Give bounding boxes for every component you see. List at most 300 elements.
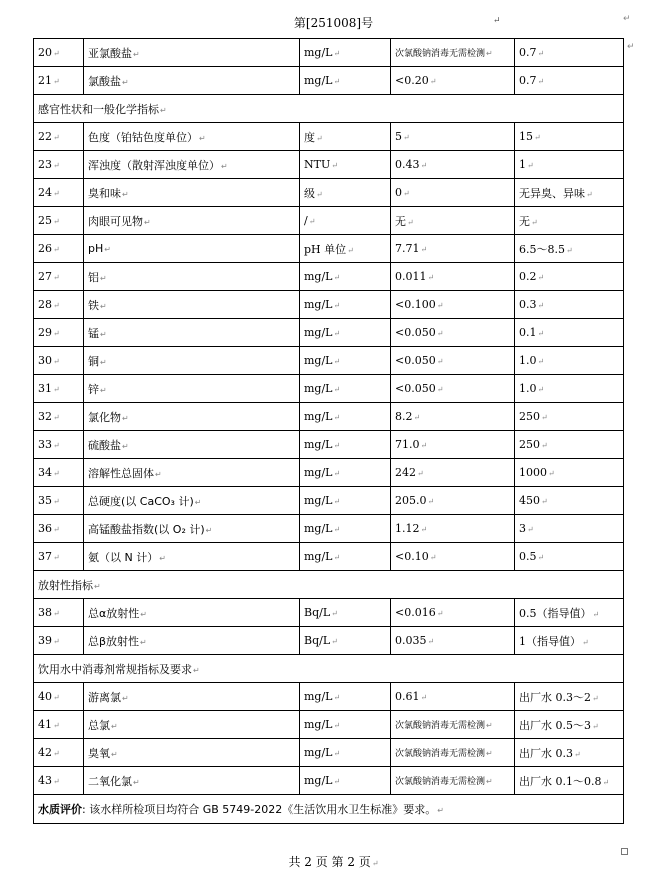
item-name [84, 627, 300, 655]
item-name-text: 溶解性总固体 [88, 466, 154, 480]
item-name [84, 235, 300, 263]
limit-cell [515, 459, 624, 487]
table-row [34, 543, 624, 571]
paragraph-mark-icon: ↵ [111, 721, 118, 731]
paragraph-mark-icon: ↵ [100, 273, 107, 283]
paragraph-mark-icon: ↵ [427, 637, 435, 646]
limit-cell-text: 出厂水 0.3～2 [519, 690, 591, 704]
item-name [84, 711, 300, 739]
item-name [84, 319, 300, 347]
item-name-text: 总α放射性 [88, 606, 140, 620]
paragraph-mark-icon: ↵ [333, 357, 341, 366]
paragraph-mark-icon: ↵ [537, 329, 545, 338]
limit-cell-text: 0.1 [519, 326, 537, 339]
paragraph-mark-icon: ↵ [53, 385, 60, 394]
unit-cell [300, 123, 391, 151]
item-name-text: 游离氯 [88, 690, 121, 704]
item-name [84, 207, 300, 235]
unit-cell [300, 207, 391, 235]
paragraph-mark-icon: ↵ [140, 637, 147, 647]
paragraph-mark-icon: ↵ [221, 161, 228, 171]
item-name-text: 臭氧 [88, 746, 110, 760]
item-name [84, 39, 300, 67]
rows-group-b [34, 123, 624, 571]
row-number [34, 291, 84, 319]
unit-cell [300, 67, 391, 95]
item-name-text: 锌 [88, 382, 99, 396]
item-name-text: 亚氯酸盐 [88, 46, 132, 60]
paragraph-mark-icon: ↵ [592, 721, 599, 731]
table-row [34, 599, 624, 627]
result-cell [391, 515, 515, 543]
limit-cell-text: 0.3 [519, 298, 537, 311]
limit-cell [515, 487, 624, 515]
paragraph-mark-icon: ↵ [541, 497, 548, 506]
result-cell-text: <0.10 [395, 550, 429, 563]
paragraph-mark-icon: ↵ [333, 525, 341, 534]
result-cell-text: 1.12 [395, 522, 420, 535]
paragraph-mark-icon: ↵ [53, 441, 60, 450]
table-row [34, 403, 624, 431]
paragraph-mark-icon: ↵ [133, 49, 140, 59]
paragraph-mark-icon: ↵ [155, 469, 162, 479]
result-cell [391, 767, 515, 795]
paragraph-mark-icon: ↵ [53, 217, 60, 226]
paragraph-mark-icon: ↵ [333, 497, 341, 506]
row-number-text: 24 [38, 186, 52, 199]
row-number-text: 26 [38, 242, 52, 255]
paragraph-mark-icon: ↵ [53, 161, 60, 170]
limit-cell [515, 67, 624, 95]
limit-cell-text: 出厂水 0.5～3 [519, 718, 591, 732]
paragraph-mark-icon: ↵ [53, 329, 60, 338]
paragraph-mark-icon: ↵ [436, 329, 444, 338]
table-row [34, 515, 624, 543]
paragraph-mark-icon: ↵ [53, 777, 60, 786]
result-cell [391, 207, 515, 235]
unit-cell-text: mg/L [304, 46, 333, 59]
paragraph-mark-icon: ↵ [427, 273, 435, 282]
table-row [34, 347, 624, 375]
table-row [34, 739, 624, 767]
unit-cell-text: Bq/L [304, 606, 331, 619]
paragraph-mark-icon: ↵ [420, 245, 428, 254]
paragraph-mark-icon: ↵ [537, 49, 545, 58]
paragraph-mark-icon: ↵ [566, 245, 573, 255]
row-number-text: 31 [38, 382, 52, 395]
unit-cell [300, 375, 391, 403]
result-cell-text: <0.050 [395, 382, 436, 395]
paragraph-mark-icon: ↵ [582, 637, 589, 647]
item-name-text: 臭和味 [88, 186, 121, 200]
paragraph-mark-icon: ↵ [100, 301, 107, 311]
limit-cell [515, 179, 624, 207]
paragraph-mark-icon: ↵ [122, 189, 129, 199]
paragraph-mark-icon: ↵ [413, 413, 421, 422]
unit-cell [300, 319, 391, 347]
limit-cell-text: 0.7 [519, 74, 537, 87]
unit-cell [300, 515, 391, 543]
paragraph-mark-icon: ↵ [623, 14, 631, 24]
unit-cell-text: pH 单位 [304, 242, 347, 256]
unit-cell-text: mg/L [304, 382, 333, 395]
paragraph-mark-icon: ↵ [333, 777, 341, 786]
result-cell [391, 403, 515, 431]
limit-cell-text: 出厂水 0.1～0.8 [519, 774, 602, 788]
table-row [34, 291, 624, 319]
unit-cell-text: mg/L [304, 410, 333, 423]
item-name-text: 氯酸盐 [88, 74, 121, 88]
paragraph-mark-icon: ↵ [592, 609, 600, 619]
limit-cell [515, 767, 624, 795]
unit-cell [300, 347, 391, 375]
result-cell-text: <0.050 [395, 354, 436, 367]
limit-cell [515, 235, 624, 263]
item-name [84, 123, 300, 151]
result-cell-text: 8.2 [395, 410, 413, 423]
limit-cell-text: 250 [519, 410, 540, 423]
row-number [34, 403, 84, 431]
limit-cell-text: 1.0 [519, 382, 537, 395]
paragraph-mark-icon: ↵ [486, 721, 493, 730]
row-number [34, 459, 84, 487]
section-row-sensory: 感官性状和一般化学指标↵ [34, 95, 624, 123]
result-cell [391, 431, 515, 459]
result-cell-text: 次氯酸钠消毒无需检测 [395, 749, 486, 759]
item-name-text: 色度（铂钴色度单位） [88, 130, 198, 144]
paragraph-mark-icon: ↵ [331, 161, 338, 170]
section-row-radioactivity: 放射性指标↵ [34, 571, 624, 599]
paragraph-mark-icon: ↵ [486, 49, 493, 58]
result-cell-text: 0.011 [395, 270, 427, 283]
limit-cell-text: 6.5～8.5 [519, 242, 565, 256]
paragraph-mark-icon: ↵ [333, 469, 341, 478]
result-cell [391, 151, 515, 179]
unit-cell-text: mg/L [304, 774, 333, 787]
limit-cell-text: 0.7 [519, 46, 537, 59]
table-row [34, 431, 624, 459]
row-number-text: 43 [38, 774, 52, 787]
unit-cell [300, 487, 391, 515]
limit-cell [515, 319, 624, 347]
paragraph-mark-icon: ↵ [417, 469, 424, 478]
paragraph-mark-icon: ↵ [53, 609, 60, 618]
limit-cell-text: 0.5 [519, 550, 537, 563]
paragraph-mark-icon: ↵ [111, 749, 118, 759]
limit-cell [515, 123, 624, 151]
unit-cell [300, 459, 391, 487]
paragraph-mark-icon: ↵ [333, 441, 341, 450]
table-row [34, 683, 624, 711]
paragraph-mark-icon: ↵ [429, 77, 437, 86]
table-row [34, 67, 624, 95]
item-name-text: 总β放射性 [88, 634, 140, 648]
row-number [34, 179, 84, 207]
result-cell-text: <0.100 [395, 298, 436, 311]
paragraph-mark-icon: ↵ [602, 777, 610, 787]
limit-cell-text: 1000 [519, 466, 547, 479]
unit-cell-text: mg/L [304, 466, 333, 479]
unit-cell [300, 263, 391, 291]
limit-cell-text: 无异臭、异味 [519, 186, 585, 200]
unit-cell [300, 235, 391, 263]
doc-number: 第[251008]号 [293, 16, 374, 30]
row-number [34, 515, 84, 543]
limit-cell [515, 599, 624, 627]
item-name [84, 179, 300, 207]
paragraph-mark-icon: ↵ [194, 497, 202, 507]
unit-cell-text: mg/L [304, 438, 333, 451]
item-name-text: 氯化物 [88, 410, 121, 424]
paragraph-mark-icon: ↵ [100, 329, 107, 339]
row-number-text: 35 [38, 494, 52, 507]
table-row [34, 263, 624, 291]
unit-cell [300, 767, 391, 795]
table-row [34, 711, 624, 739]
item-name [84, 67, 300, 95]
row-number-text: 25 [38, 214, 52, 227]
paragraph-mark-icon: ↵ [53, 497, 60, 506]
limit-cell [515, 207, 624, 235]
paragraph-mark-icon: ↵ [205, 525, 213, 535]
item-name [84, 487, 300, 515]
limit-cell [515, 627, 624, 655]
item-name-text: 硫酸盐 [88, 438, 121, 452]
table-row [34, 235, 624, 263]
paragraph-mark-icon: ↵ [199, 133, 206, 143]
row-number-text: 27 [38, 270, 52, 283]
result-cell [391, 599, 515, 627]
result-cell [391, 683, 515, 711]
row-number [34, 235, 84, 263]
paragraph-mark-icon: ↵ [527, 525, 534, 534]
section-title: 饮用水中消毒剂常规指标及要求 [38, 662, 192, 676]
paragraph-mark-icon: ↵ [53, 273, 60, 282]
limit-cell-text: 0.5（指导值） [519, 606, 592, 620]
row-number-text: 41 [38, 718, 52, 731]
result-cell [391, 263, 515, 291]
paragraph-mark-icon: ↵ [53, 133, 60, 142]
item-name [84, 431, 300, 459]
result-cell-text: <0.050 [395, 326, 436, 339]
limit-cell-text: 450 [519, 494, 540, 507]
section-title: 放射性指标 [38, 578, 93, 592]
paragraph-mark-icon: ↵ [53, 749, 60, 758]
unit-cell [300, 683, 391, 711]
item-name-text: 总硬度(以 CaCO₃ 计) [88, 494, 194, 508]
result-cell-text: 0 [395, 186, 402, 199]
paragraph-mark-icon: ↵ [53, 245, 60, 254]
paragraph-mark-icon: ↵ [537, 77, 545, 86]
item-name-text: 铝 [88, 270, 99, 284]
paragraph-mark-icon: ↵ [53, 469, 60, 478]
paragraph-mark-icon: ↵ [159, 553, 166, 563]
paragraph-mark-icon: ↵ [436, 609, 444, 618]
limit-cell [515, 291, 624, 319]
row-number [34, 431, 84, 459]
evaluation-row: 水质评价: 该水样所检项目均符合 GB 5749-2022《生活饮用水卫生标准》要求。↵ [34, 795, 624, 824]
unit-cell [300, 431, 391, 459]
result-cell-text: 205.0 [395, 494, 427, 507]
limit-cell-text: 1（指导值） [519, 634, 581, 648]
paragraph-mark-icon: ↵ [53, 637, 60, 646]
item-name-text: 高锰酸盐指数(以 O₂ 计) [88, 522, 205, 536]
paragraph-mark-icon: ↵ [333, 721, 341, 730]
table-row [34, 627, 624, 655]
item-name [84, 739, 300, 767]
row-number [34, 711, 84, 739]
item-name [84, 599, 300, 627]
row-number [34, 767, 84, 795]
paragraph-mark-icon: ↵ [100, 357, 107, 367]
row-number-text: 23 [38, 158, 52, 171]
paragraph-mark-icon: ↵ [53, 693, 60, 702]
paragraph-mark-icon: ↵ [316, 133, 323, 143]
paragraph-mark-icon: ↵ [537, 385, 545, 394]
item-name-text: 氨（以 N 计） [88, 550, 159, 564]
paragraph-mark-icon: ↵ [436, 357, 444, 366]
paragraph-mark-icon: ↵ [122, 413, 129, 423]
paragraph-mark-icon: ↵ [548, 469, 555, 478]
paragraph-mark-icon: ↵ [586, 189, 593, 199]
unit-cell-text: NTU [304, 158, 331, 171]
unit-cell [300, 39, 391, 67]
table-row [34, 151, 624, 179]
paragraph-mark-icon: ↵ [420, 441, 428, 450]
paragraph-mark-icon: ↵ [144, 217, 151, 227]
limit-cell [515, 739, 624, 767]
row-number-text: 33 [38, 438, 52, 451]
unit-cell-text: mg/L [304, 746, 333, 759]
unit-cell-text: Bq/L [304, 634, 331, 647]
document-number-header [0, 14, 667, 31]
evaluation-text: : 该水样所检项目均符合 GB 5749-2022《生活饮用水卫生标准》要求。 [82, 803, 437, 816]
table-row [34, 767, 624, 795]
item-name [84, 263, 300, 291]
row-number-text: 34 [38, 466, 52, 479]
paragraph-mark-icon: ↵ [122, 77, 129, 87]
rows-group-c [34, 599, 624, 655]
limit-cell-text: 1.0 [519, 354, 537, 367]
row-number-text: 30 [38, 354, 52, 367]
paragraph-mark-icon: ↵ [537, 357, 545, 366]
paragraph-mark-icon: ↵ [53, 49, 60, 58]
water-quality-table [33, 38, 624, 824]
paragraph-mark-icon: ↵ [429, 553, 437, 562]
row-number-text: 32 [38, 410, 52, 423]
paragraph-mark-icon: ↵ [541, 413, 548, 422]
paragraph-mark-icon: ↵ [427, 497, 435, 506]
row-number-text: 39 [38, 634, 52, 647]
unit-cell [300, 543, 391, 571]
unit-cell-text: 度 [304, 130, 315, 144]
item-name-text: pH [88, 242, 104, 255]
row-number [34, 599, 84, 627]
row-number-text: 38 [38, 606, 52, 619]
paragraph-mark-icon: ↵ [420, 525, 428, 534]
result-cell-text: 次氯酸钠消毒无需检测 [395, 777, 486, 787]
paragraph-mark-icon: ↵ [333, 385, 341, 394]
paragraph-mark-icon: ↵ [331, 609, 338, 618]
unit-cell [300, 179, 391, 207]
paragraph-mark-icon: ↵ [436, 301, 444, 310]
paragraph-mark-icon: ↵ [53, 413, 60, 422]
row-number [34, 739, 84, 767]
unit-cell-text: mg/L [304, 718, 333, 731]
unit-cell-text: mg/L [304, 494, 333, 507]
row-number [34, 151, 84, 179]
item-name-text: 锰 [88, 326, 99, 340]
rows-group-d [34, 683, 624, 795]
item-name [84, 515, 300, 543]
item-name [84, 543, 300, 571]
paragraph-mark-icon: ↵ [140, 609, 147, 619]
result-cell-text: 7.71 [395, 242, 420, 255]
paragraph-mark-icon: ↵ [537, 273, 545, 282]
limit-cell [515, 39, 624, 67]
limit-cell-text: 无 [519, 214, 530, 228]
result-cell-text: 次氯酸钠消毒无需检测 [395, 721, 486, 731]
table-row [34, 319, 624, 347]
unit-cell [300, 291, 391, 319]
row-number [34, 207, 84, 235]
row-number [34, 319, 84, 347]
table-row [34, 375, 624, 403]
paragraph-mark-icon: ↵ [347, 245, 354, 255]
paragraph-mark-icon: ↵ [627, 42, 635, 52]
unit-cell [300, 627, 391, 655]
unit-cell-text: mg/L [304, 354, 333, 367]
paragraph-mark-icon: ↵ [122, 441, 129, 451]
paragraph-mark-icon: ↵ [333, 553, 341, 562]
result-cell [391, 39, 515, 67]
paragraph-mark-icon: ↵ [333, 693, 341, 702]
result-cell-text: 0.035 [395, 634, 427, 647]
limit-cell-text: 15 [519, 130, 533, 143]
section-row-disinfectant: 饮用水中消毒剂常规指标及要求↵ [34, 655, 624, 683]
paragraph-mark-icon: ↵ [493, 16, 501, 26]
item-name [84, 403, 300, 431]
row-number-text: 28 [38, 298, 52, 311]
paragraph-mark-icon: ↵ [104, 245, 111, 254]
row-number-text: 42 [38, 746, 52, 759]
paragraph-mark-icon: ↵ [592, 693, 599, 703]
unit-cell-text: mg/L [304, 298, 333, 311]
limit-cell [515, 375, 624, 403]
result-cell [391, 627, 515, 655]
paragraph-mark-icon: ↵ [531, 217, 538, 227]
limit-cell [515, 711, 624, 739]
paragraph-mark-icon: ↵ [486, 749, 493, 758]
row-number [34, 487, 84, 515]
item-name-text: 铜 [88, 354, 99, 368]
item-name [84, 767, 300, 795]
item-name [84, 347, 300, 375]
limit-cell [515, 431, 624, 459]
result-cell [391, 711, 515, 739]
table-row [34, 207, 624, 235]
result-cell [391, 319, 515, 347]
row-number-text: 37 [38, 550, 52, 563]
limit-cell [515, 347, 624, 375]
paragraph-mark-icon: ↵ [403, 189, 410, 198]
paragraph-mark-icon: ↵ [403, 133, 410, 142]
rows-group-a [34, 39, 624, 95]
unit-cell-text: mg/L [304, 690, 333, 703]
section-title: 感官性状和一般化学指标 [38, 102, 159, 116]
paragraph-mark-icon: ↵ [436, 385, 444, 394]
unit-cell-text: mg/L [304, 270, 333, 283]
